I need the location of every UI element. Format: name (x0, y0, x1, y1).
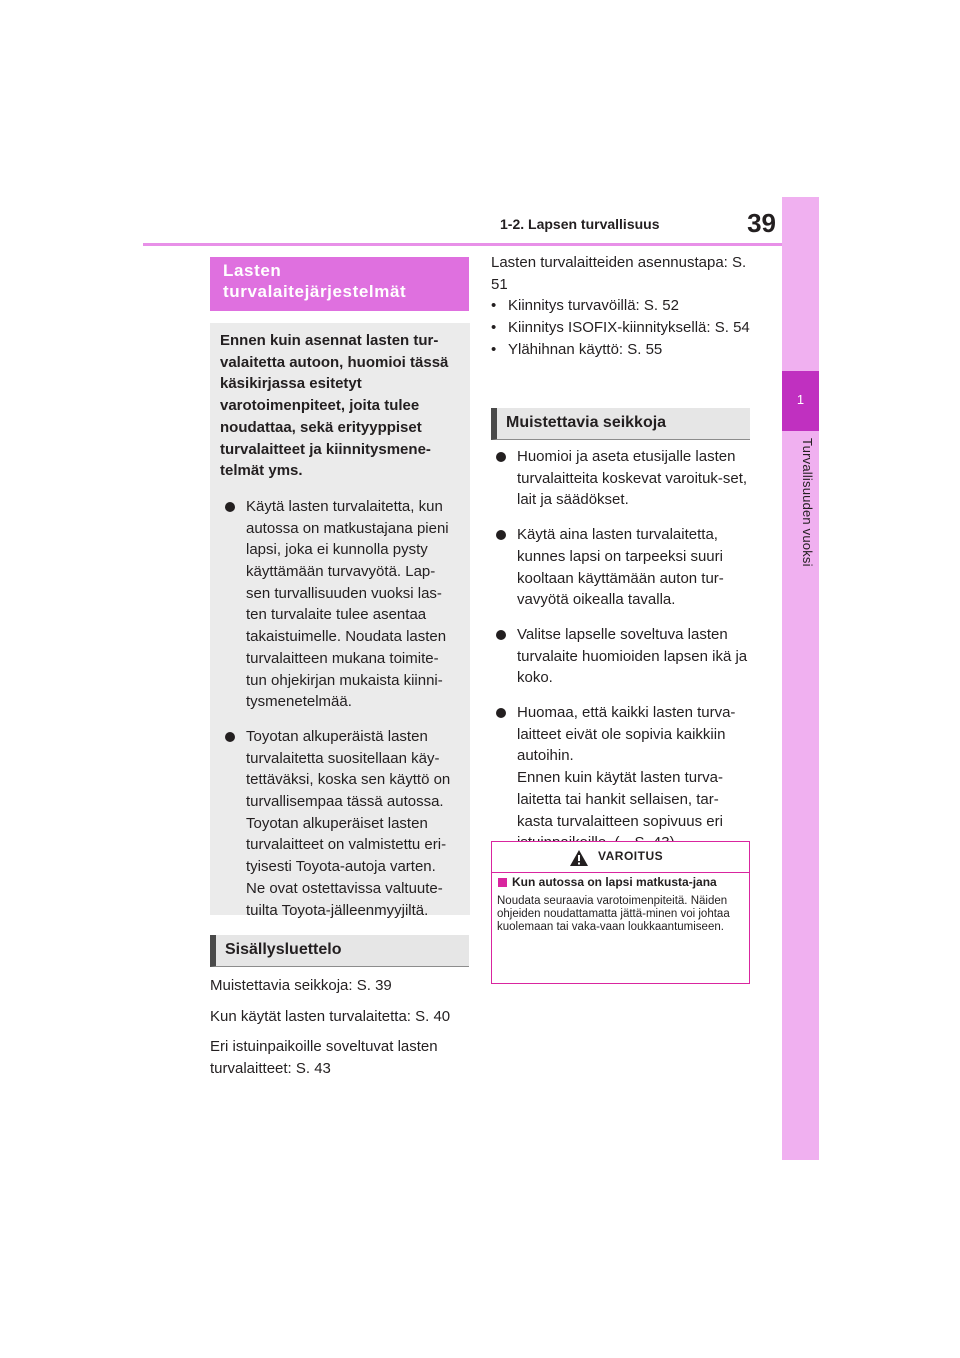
remember-bullet (491, 524, 753, 611)
remember-bullet-continuation: Ennen kuin käytät lasten turva-laitetta tai hankit sellaisen, tar-kasta turvalaitteen sopivuus eri (517, 769, 723, 830)
intro-bullet-text: Toyotan alkuperäistä lasten turvalaitetta suositellaan käy-tettäväksi, koska sen käyttö on turvallisempaa tässä autossa. Toyotan alkuperäiset lasten turvalaitteet on valmistettu eri-tyisesti Toyota-autoja varten. Ne ovat ostettavissa valtuute-tuilta Toyota-jälleenmyyjiltä. (246, 727, 451, 919)
warning-subtitle-text: Kun autossa on lapsi matkusta-jana (512, 875, 717, 889)
chapter-title: Turvallisuuden vuoksi (800, 438, 815, 567)
warning-text: Noudata seuraavia varotoimenpiteitä. Näiden ohjeiden noudattamatta jättä-minen voi johtaa kuolemaan tai vaka-vaan loukkaantumiseen. (497, 895, 730, 933)
install-methods (491, 252, 761, 361)
remember-heading: Muistettavia seikkoja (491, 408, 750, 440)
install-item-text[interactable]: Kiinnitys ISOFIX-kiinnityksellä: S. 54 (508, 319, 750, 337)
install-item-text[interactable]: Ylähihnan käyttö: S. 55 (508, 340, 663, 358)
bullet-dot-icon: • (491, 297, 497, 315)
remember-bullet-text: Huomaa, että kaikki lasten turva-laitteet eivät ole sopivia kaikkiin autoihin. (517, 704, 736, 765)
intro-bullet (220, 496, 458, 713)
intro-lead: Ennen kuin asennat lasten tur-valaitetta autoon, huomioi tässä käsikirjassa esitetyt varotoimenpiteet, joita tulee noudattaa, sekä erityyppiset turvalaitteet ja kiinnitysmene-telmät yms. (220, 332, 449, 480)
bullet-icon (496, 708, 506, 718)
bullet-icon (496, 630, 506, 640)
install-item (491, 295, 761, 317)
install-item-text[interactable]: Kiinnitys turvavöillä: S. 52 (508, 297, 679, 315)
bullet-icon (225, 502, 235, 512)
warning-box (491, 841, 750, 984)
toc-item[interactable]: Kun käytät lasten turvalaitetta: S. 40 (210, 1007, 451, 1025)
remember-bullet-text: Käytä aina lasten turvalaitetta, kunnes lapsi on tarpeeksi suuri kooltaan käyttämään auton tur-vavyötä oikealla tavalla. (517, 526, 724, 609)
chapter-side-tab (782, 197, 819, 1160)
toc-heading: Sisällysluettelo (210, 935, 469, 967)
toc-list (210, 975, 470, 1089)
header-rule (143, 243, 783, 246)
intro-bullet (220, 726, 458, 921)
remember-list (491, 446, 753, 854)
warning-body (492, 873, 749, 934)
toc-item[interactable]: Muistettavia seikkoja: S. 39 (210, 977, 392, 994)
warning-header (492, 842, 749, 873)
main-heading: Lasten turvalaitejärjestelmät (210, 257, 469, 311)
bullet-icon (496, 530, 506, 540)
page-number: 39 (747, 208, 776, 238)
chapter-number: 1 (796, 392, 805, 407)
install-item (491, 317, 761, 339)
bullet-icon (225, 732, 235, 742)
remember-bullet-text: Huomioi ja aseta etusijalle lasten turvalaitteita koskevat varoituk-set, lait ja säädökset. (517, 448, 748, 509)
square-bullet-icon (498, 878, 507, 887)
warning-subtitle (497, 876, 742, 889)
bullet-dot-icon: • (491, 319, 497, 337)
remember-bullet (491, 446, 753, 511)
intro-box (210, 323, 470, 919)
install-intro: Lasten turvalaitteiden asennustapa: S. 51 (491, 254, 747, 293)
toc-item[interactable]: Eri istuinpaikoille soveltuvat lasten turvalaitteet: S. 43 (210, 1038, 438, 1078)
remember-bullet-text: Valitse lapselle soveltuva lasten turvalaite huomioiden lapsen ikä ja koko. (517, 625, 748, 687)
remember-bullet (491, 702, 753, 854)
intro-bullet-text: Käytä lasten turvalaitetta, kun autossa on matkustajana pieni lapsi, joka ei kunnolla pysty käyttämään turvavyötä. Lap-sen turvallisuuden vuoksi las-ten turvalaite tulee asentaa takaistuimelle. Noudata lasten turvalaitteen mukana toimite-tun ohjekirjan mukaista kiinni-tysmenetelmää. (246, 497, 449, 711)
warning-triangle-icon (569, 849, 589, 867)
bullet-icon (496, 452, 506, 462)
install-item (491, 339, 761, 361)
bullet-dot-icon: • (491, 340, 497, 358)
section-title: 1-2. Lapsen turvallisuus (500, 216, 660, 232)
remember-bullet (491, 624, 753, 689)
warning-title: VAROITUS (598, 849, 664, 863)
